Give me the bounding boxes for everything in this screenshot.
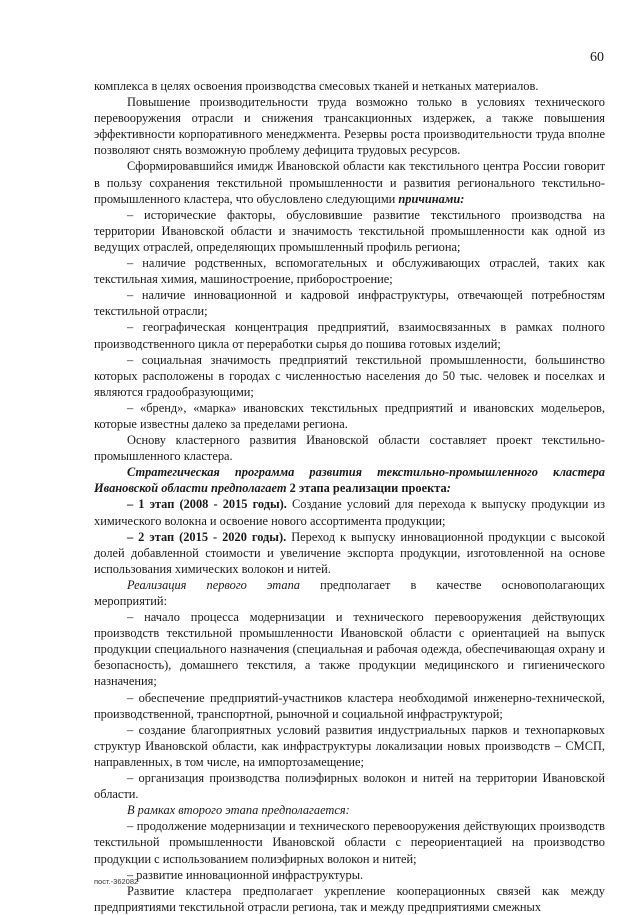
first-stage-item: – обеспечение предприятий-участников кластера необходимой инженерно-технической, производственной, транспортной, рыночной и социальной инфраструктурой; <box>94 690 605 721</box>
first-stage-heading-cont: мероприятий: <box>94 594 168 608</box>
paragraph-productivity: Повышение производительности труда возможно только в условиях технического перевооружения отрасли и снижения трансакционных издержек, а также повышения эффективности корпоративного менеджмента. Резервы роста производительности труда вполне позволяют снять возможную проблему дефицита трудовых ресурсов. <box>94 95 605 158</box>
reason-item: – «бренд», «марка» ивановских текстильных предприятий и ивановских модельеров, которые известны далеко за пределами региона. <box>94 400 605 431</box>
first-stage-item: – создание благоприятных условий развития индустриальных парков и технопарковых структур Ивановской области, как инфраструктуры локализации новых производств – СМСП, направленных, в том числе, на импортозамещение; <box>94 722 605 769</box>
reason-item: – социальная значимость предприятий текстильной промышленности, большинство которых расположены в городах с численностью населения до 50 тыс. человек и поселках и являются градообразующими; <box>94 352 605 399</box>
second-stage-item: – развитие инновационной инфраструктуры. <box>127 867 364 882</box>
strategy-heading <box>94 464 605 496</box>
paragraph-cluster-basis: Основу кластерного развития Ивановской области составляет проект текстильно-промышленного кластера. <box>94 433 605 464</box>
second-stage-item: – продолжение модернизации и технического перевооружения действующих производств текстильной промышленности Ивановской области с переориентацией на производство продукции с использованием полиэфирных волокон и нитей; <box>94 819 605 866</box>
first-stage-word: основополагающих <box>501 577 605 592</box>
strategy-colon: : <box>446 481 451 496</box>
stage-2 <box>94 529 605 577</box>
second-stage-heading: В рамках второго этапа предполагается: <box>127 803 350 818</box>
reason-item: – наличие родственных, вспомогательных и обслуживающих отраслей, таких как текстильная химия, машиностроение, приборостроение; <box>94 256 605 287</box>
first-stage-item: – организация производства полиэфирных волокон и нитей на территории Ивановской области. <box>94 771 605 802</box>
stage-1-text: Создание условий для перехода к выпуску продукции из химического волокна и освоение нового ассортимента продукции; <box>94 497 605 528</box>
first-stage-word: Реализация <box>127 577 187 592</box>
first-stage-heading <box>94 577 605 593</box>
reason-item: – географическая концентрация предприятий, взаимосвязанных в рамках полного производственного цикла от переработки сырья до пошива готовых изделий; <box>94 320 605 351</box>
stage-1 <box>94 496 605 528</box>
footer-code: пост.-362082 <box>94 877 139 886</box>
paragraph-image <box>94 158 605 206</box>
reason-item: – исторические факторы, обусловившие развитие текстильного производства на территории Ивановской области и значимость текстильной промышленности как одной из ведущих отраслей, определяющих промышленный профиль региона; <box>94 207 605 254</box>
first-stage-word: качестве <box>436 577 482 592</box>
strategy-lead: Стратегическая программа развития текстильно-промышленного кластера Ивановской области предполагает <box>94 465 605 496</box>
page-number: 60 <box>590 50 604 65</box>
first-stage-word: в <box>410 577 417 592</box>
stage-1-label: – 1 этап (2008 - 2015 годы). <box>127 497 287 512</box>
first-stage-item: – начало процесса модернизации и технического перевооружения действующих производств текстильной промышленности Ивановской области с ориентацией на выпуск продукции специального назначения (специальная и рабочая одежда, обеспечивающая охрану и безопасность), домашнего текстиля, а также продукции медицинского и гигиенического назначения; <box>94 610 605 689</box>
paragraph-image-text: Сформировавшийся имидж Ивановской области как текстильного центра России говорит в пользу сохранения текстильной промышленности и развития регионального текстильно-промышленного кластера, что обусловлено следующими <box>94 159 605 206</box>
reasons-emphasis: причинами: <box>398 191 465 206</box>
reason-item: – наличие инновационной и кадровой инфраструктуры, отвечающей потребностям текстильной отрасли; <box>94 288 605 319</box>
first-stage-word: первого <box>206 577 247 592</box>
stage-2-label: – 2 этап (2015 - 2020 годы). <box>127 529 287 544</box>
stage-2-text: Переход к выпуску инновационной продукции с высокой долей добавленной стоимости и увеличение экспорта продукции, изготовленной на основе использования химических волокон и нитей. <box>94 529 605 576</box>
paragraph-continuation: комплекса в целях освоения производства смесовых тканей и нетканых материалов. <box>94 79 539 93</box>
first-stage-word: предполагает <box>320 577 391 592</box>
strategy-stages: 2 этапа реализации проекта <box>286 481 447 496</box>
paragraph-cluster-development: Развитие кластера предполагает укрепление кооперационных связей как между предприятиями текстильной отрасли региона, так и между предприятиями смежных <box>94 883 605 914</box>
page-body <box>94 78 605 915</box>
first-stage-word: этапа <box>266 577 300 592</box>
